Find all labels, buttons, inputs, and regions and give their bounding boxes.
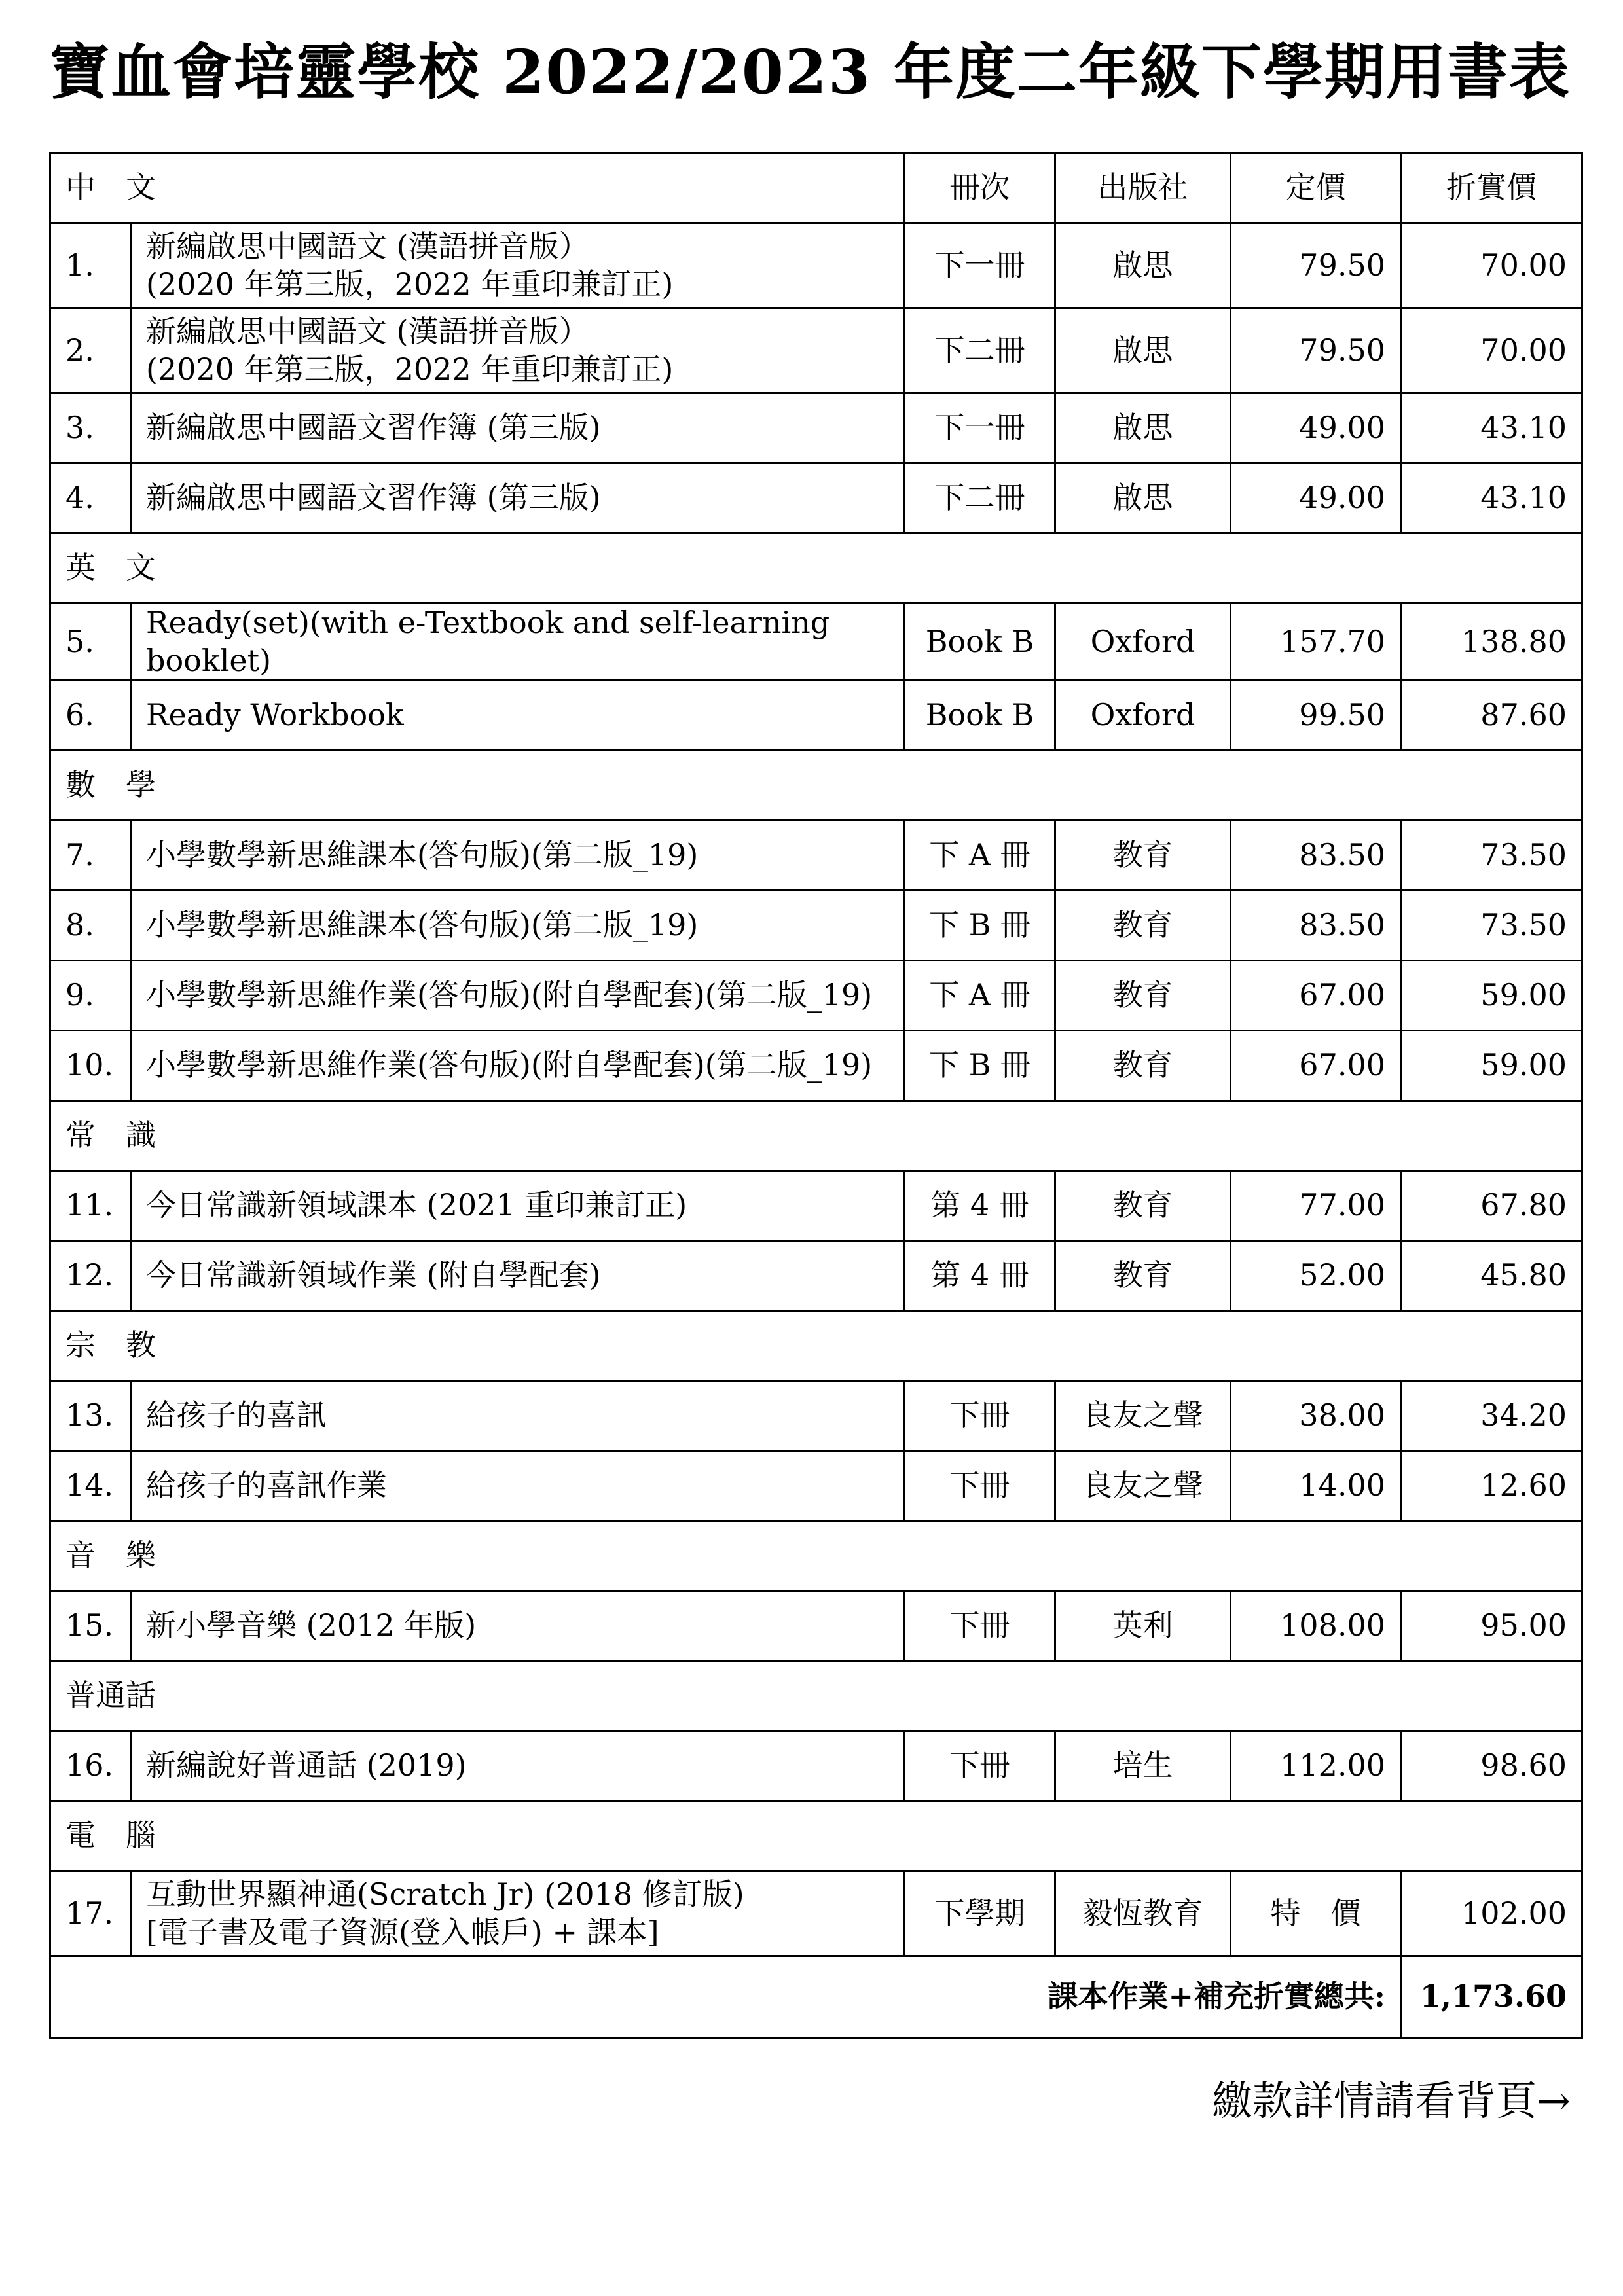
book-publisher: 教育 (1055, 1171, 1231, 1241)
book-title-line: 新編啟思中國語文 (漢語拼音版） (146, 228, 589, 264)
book-title (131, 308, 905, 393)
book-row (50, 821, 1582, 891)
book-price: 108.00 (1231, 1591, 1401, 1661)
total-label: 課本作業+補充折實總共: (50, 1956, 1401, 2038)
book-title (131, 681, 905, 751)
book-discount-price: 95.00 (1401, 1591, 1582, 1661)
book-volume: 下 B 冊 (905, 1031, 1055, 1101)
book-discount-price: 70.00 (1401, 308, 1582, 393)
item-number: 13. (50, 1381, 131, 1451)
item-number: 9. (50, 961, 131, 1031)
publisher-header: 出版社 (1055, 153, 1231, 223)
book-volume: Book B (905, 681, 1055, 751)
book-title-line: 給孩子的喜訊 (146, 1397, 327, 1433)
book-title (131, 821, 905, 891)
book-row (50, 393, 1582, 463)
book-title-line: (2020 年第三版，2022 年重印兼訂正) (146, 266, 674, 302)
book-price: 38.00 (1231, 1381, 1401, 1451)
section-row (50, 533, 1582, 603)
book-row (50, 681, 1582, 751)
section-heading: 常 識 (50, 1101, 1582, 1171)
book-row (50, 1381, 1582, 1451)
book-volume: 下 A 冊 (905, 821, 1055, 891)
book-discount-price: 70.00 (1401, 223, 1582, 308)
book-publisher: 教育 (1055, 891, 1231, 961)
book-publisher: 啟思 (1055, 223, 1231, 308)
book-discount-price: 59.00 (1401, 961, 1582, 1031)
book-volume: 下 B 冊 (905, 891, 1055, 961)
book-row (50, 1871, 1582, 1956)
book-publisher: 教育 (1055, 1031, 1231, 1101)
book-title-line: [電子書及電子資源(登入帳戶) + 課本] (146, 1914, 659, 1950)
section-row (50, 1521, 1582, 1591)
book-title-line: 新小學音樂 (2012 年版) (146, 1607, 477, 1643)
book-discount-price: 43.10 (1401, 393, 1582, 463)
book-volume: 下 A 冊 (905, 961, 1055, 1031)
book-publisher: 毅恆教育 (1055, 1871, 1231, 1956)
discount-header: 折實價 (1401, 153, 1582, 223)
book-row (50, 603, 1582, 681)
book-row (50, 1591, 1582, 1661)
book-title (131, 223, 905, 308)
item-number: 1. (50, 223, 131, 308)
book-price: 49.00 (1231, 463, 1401, 533)
book-title-line: 給孩子的喜訊作業 (146, 1467, 387, 1503)
item-number: 11. (50, 1171, 131, 1241)
item-number: 15. (50, 1591, 131, 1661)
section-row (50, 1801, 1582, 1871)
book-discount-price: 73.50 (1401, 891, 1582, 961)
book-discount-price: 59.00 (1401, 1031, 1582, 1101)
item-number: 16. (50, 1731, 131, 1801)
section-row (50, 1101, 1582, 1171)
book-title-line: 今日常識新領域課本 (2021 重印兼訂正) (146, 1187, 687, 1223)
book-title-line: 新編啟思中國語文習作簿 (第三版) (146, 480, 601, 516)
section-heading: 數 學 (50, 751, 1582, 821)
book-volume: 下一冊 (905, 223, 1055, 308)
book-row (50, 1451, 1582, 1521)
section-row (50, 1661, 1582, 1731)
price-header: 定價 (1231, 153, 1401, 223)
book-row (50, 1171, 1582, 1241)
item-number: 5. (50, 603, 131, 681)
book-price: 14.00 (1231, 1451, 1401, 1521)
payment-note: 繳款詳情請看背頁→ (1212, 2077, 1571, 2125)
book-title-line: Ready(set)(with e-Textbook and self-learning booklet) (146, 605, 830, 678)
book-price: 52.00 (1231, 1241, 1401, 1311)
book-price: 67.00 (1231, 1031, 1401, 1101)
book-publisher: Oxford (1055, 681, 1231, 751)
book-discount-price: 12.60 (1401, 1451, 1582, 1521)
book-publisher: Oxford (1055, 603, 1231, 681)
book-price: 112.00 (1231, 1731, 1401, 1801)
section-heading: 普通話 (50, 1661, 1582, 1731)
book-title (131, 1731, 905, 1801)
item-number: 3. (50, 393, 131, 463)
book-discount-price: 45.80 (1401, 1241, 1582, 1311)
book-publisher: 啟思 (1055, 308, 1231, 393)
book-title-line: 小學數學新思維作業(答句版)(附自學配套)(第二版_19) (146, 1047, 873, 1083)
book-publisher: 教育 (1055, 961, 1231, 1031)
book-volume: 第 4 冊 (905, 1241, 1055, 1311)
book-volume: 下冊 (905, 1731, 1055, 1801)
book-discount-price: 67.80 (1401, 1171, 1582, 1241)
booklist-table (49, 152, 1583, 2039)
section-heading: 音 樂 (50, 1521, 1582, 1591)
book-row (50, 463, 1582, 533)
book-volume: 第 4 冊 (905, 1171, 1055, 1241)
book-title (131, 393, 905, 463)
book-row (50, 1731, 1582, 1801)
book-price: 99.50 (1231, 681, 1401, 751)
total-value: 1,173.60 (1401, 1956, 1582, 2038)
book-title-line: (2020 年第三版，2022 年重印兼訂正) (146, 351, 674, 387)
item-number: 4. (50, 463, 131, 533)
book-title (131, 1451, 905, 1521)
book-price: 157.70 (1231, 603, 1401, 681)
book-row (50, 308, 1582, 393)
book-publisher: 教育 (1055, 821, 1231, 891)
book-title-line: 互動世界顯神通(Scratch Jr) (2018 修訂版) (146, 1876, 744, 1912)
section-heading: 宗 教 (50, 1311, 1582, 1381)
item-number: 10. (50, 1031, 131, 1101)
section-row (50, 1311, 1582, 1381)
book-row (50, 891, 1582, 961)
book-price: 83.50 (1231, 891, 1401, 961)
book-publisher: 啟思 (1055, 463, 1231, 533)
book-title (131, 961, 905, 1031)
book-discount-price: 73.50 (1401, 821, 1582, 891)
book-volume: 下冊 (905, 1381, 1055, 1451)
book-row (50, 961, 1582, 1031)
item-number: 12. (50, 1241, 131, 1311)
book-volume: 下冊 (905, 1591, 1055, 1661)
book-title (131, 463, 905, 533)
section-heading: 英 文 (50, 533, 1582, 603)
item-number: 8. (50, 891, 131, 961)
book-title-line: 新編說好普通話 (2019) (146, 1748, 467, 1784)
book-price: 79.50 (1231, 308, 1401, 393)
book-discount-price: 87.60 (1401, 681, 1582, 751)
book-title-line: Ready Workbook (146, 697, 404, 733)
book-title (131, 891, 905, 961)
book-title-line: 小學數學新思維課本(答句版)(第二版_19) (146, 907, 699, 943)
book-title (131, 1241, 905, 1311)
book-volume: Book B (905, 603, 1055, 681)
book-title-line: 小學數學新思維作業(答句版)(附自學配套)(第二版_19) (146, 977, 873, 1013)
item-number: 7. (50, 821, 131, 891)
book-volume: 下學期 (905, 1871, 1055, 1956)
book-title (131, 1171, 905, 1241)
book-row (50, 1241, 1582, 1311)
book-price: 83.50 (1231, 821, 1401, 891)
book-title-line: 小學數學新思維課本(答句版)(第二版_19) (146, 837, 699, 873)
book-title-line: 新編啟思中國語文習作簿 (第三版) (146, 410, 601, 446)
book-price: 79.50 (1231, 223, 1401, 308)
book-discount-price: 98.60 (1401, 1731, 1582, 1801)
book-volume: 下二冊 (905, 463, 1055, 533)
total-row (50, 1956, 1582, 2038)
book-title (131, 1591, 905, 1661)
item-number: 2. (50, 308, 131, 393)
booklist-body (50, 153, 1582, 2038)
book-row (50, 1031, 1582, 1101)
book-publisher: 教育 (1055, 1241, 1231, 1311)
book-title-line: 今日常識新領域作業 (附自學配套) (146, 1257, 601, 1293)
book-discount-price: 43.10 (1401, 463, 1582, 533)
item-number: 17. (50, 1871, 131, 1956)
item-number: 14. (50, 1451, 131, 1521)
book-publisher: 良友之聲 (1055, 1451, 1231, 1521)
section-row (50, 751, 1582, 821)
book-discount-price: 34.20 (1401, 1381, 1582, 1451)
book-publisher: 培生 (1055, 1731, 1231, 1801)
book-discount-price: 102.00 (1401, 1871, 1582, 1956)
book-discount-price: 138.80 (1401, 603, 1582, 681)
book-publisher: 英利 (1055, 1591, 1231, 1661)
book-volume: 下冊 (905, 1451, 1055, 1521)
book-title-line: 新編啟思中國語文 (漢語拼音版） (146, 314, 589, 349)
book-price: 67.00 (1231, 961, 1401, 1031)
book-price: 77.00 (1231, 1171, 1401, 1241)
section-row (50, 153, 1582, 223)
volume-header: 冊次 (905, 153, 1055, 223)
book-title (131, 1871, 905, 1956)
book-publisher: 良友之聲 (1055, 1381, 1231, 1451)
book-title (131, 1031, 905, 1101)
section-heading: 中 文 (50, 153, 905, 223)
book-row (50, 223, 1582, 308)
book-price: 49.00 (1231, 393, 1401, 463)
page-title: 寶血會培靈學校 2022/2023 年度二年級下學期用書表 (49, 37, 1571, 107)
book-title (131, 1381, 905, 1451)
book-volume: 下二冊 (905, 308, 1055, 393)
book-price: 特 價 (1231, 1871, 1401, 1956)
book-title (131, 603, 905, 681)
book-publisher: 啟思 (1055, 393, 1231, 463)
item-number: 6. (50, 681, 131, 751)
book-volume: 下一冊 (905, 393, 1055, 463)
section-heading: 電 腦 (50, 1801, 1582, 1871)
